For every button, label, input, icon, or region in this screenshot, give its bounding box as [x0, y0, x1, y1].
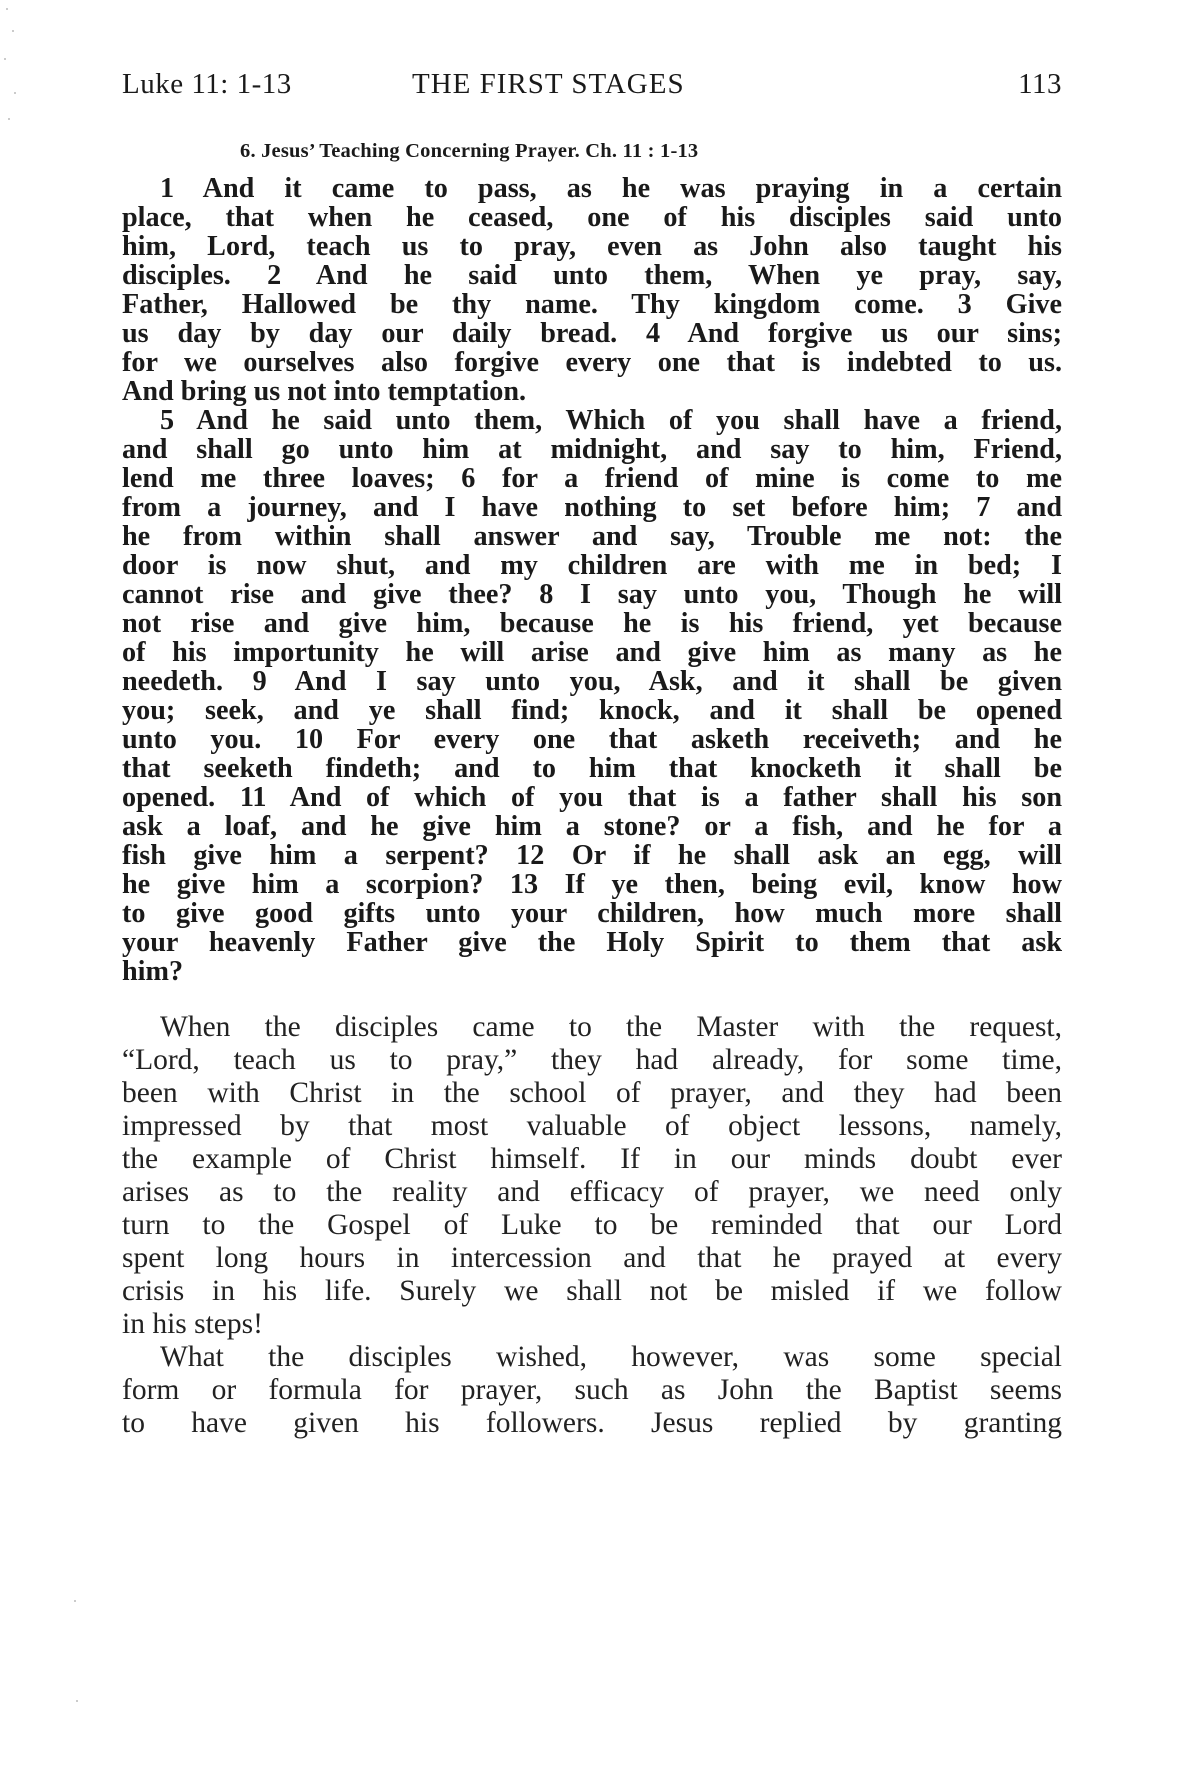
- scripture-line: 5 And he said unto them, Which of you shall have a friend,: [160, 405, 1062, 436]
- speck: [4, 58, 6, 60]
- running-head-title: THE FIRST STAGES: [412, 68, 685, 100]
- scripture-line: door is now shut, and my children are with me in bed; I: [122, 550, 1062, 581]
- scripture-line: of his importunity he will arise and give him as many as he: [122, 637, 1062, 668]
- margin-specks: [0, 0, 30, 1778]
- scripture-line: him?: [122, 956, 184, 987]
- scripture-line: for we ourselves also forgive every one that is indebted to us.: [122, 347, 1062, 378]
- scripture-line: him, Lord, teach us to pray, even as John also taught his: [122, 231, 1062, 262]
- scripture-line: from a journey, and I have nothing to set before him; 7 and: [122, 492, 1062, 523]
- scripture-line: unto you. 10 For every one that asketh receiveth; and he: [122, 724, 1062, 755]
- scripture-line: you; seek, and ye shall find; knock, and it shall be opened: [122, 695, 1062, 726]
- scripture-line: Father, Hallowed be thy name. Thy kingdom come. 3 Give: [122, 289, 1062, 320]
- section-heading: 6. Jesus’ Teaching Concerning Prayer. Ch. 11 : 1-13: [240, 140, 699, 162]
- commentary-line: arises as to the reality and efficacy of prayer, we need only: [122, 1176, 1062, 1208]
- running-head: [122, 68, 1062, 108]
- scripture-line: to give good gifts unto your children, how much more shall: [122, 898, 1062, 929]
- scripture-line: fish give him a serpent? 12 Or if he shall ask an egg, will: [122, 840, 1062, 871]
- commentary-line: turn to the Gospel of Luke to be reminded that our Lord: [122, 1209, 1062, 1241]
- commentary-line: the example of Christ himself. If in our minds doubt ever: [122, 1143, 1062, 1175]
- commentary-line: spent long hours in intercession and that he prayed at every: [122, 1242, 1062, 1274]
- scripture-line: cannot rise and give thee? 8 I say unto you, Though he will: [122, 579, 1062, 610]
- speck: [14, 92, 16, 94]
- speck: [6, 8, 8, 10]
- scripture-line: that seeketh findeth; and to him that knocketh it shall be: [122, 753, 1062, 784]
- commentary-line: crisis in his life. Surely we shall not be misled if we follow: [122, 1275, 1062, 1307]
- scripture-line: 1 And it came to pass, as he was praying in a certain: [160, 173, 1062, 204]
- scripture-line: he give him a scorpion? 13 If ye then, being evil, know how: [122, 869, 1062, 900]
- commentary-line: in his steps!: [122, 1308, 263, 1340]
- scripture-line: needeth. 9 And I say unto you, Ask, and it shall be given: [122, 666, 1062, 697]
- commentary-line: “Lord, teach us to pray,” they had already, for some time,: [122, 1044, 1062, 1076]
- commentary-line: to have given his followers. Jesus replied by granting: [122, 1407, 1062, 1439]
- scripture-line: us day by day our daily bread. 4 And forgive us our sins;: [122, 318, 1062, 349]
- scripture-line: and shall go unto him at midnight, and say to him, Friend,: [122, 434, 1062, 465]
- commentary-line: When the disciples came to the Master with the request,: [160, 1011, 1062, 1043]
- commentary-line: What the disciples wished, however, was some special: [160, 1341, 1062, 1373]
- running-head-reference: Luke 11: 1-13: [122, 68, 292, 100]
- scripture-line: your heavenly Father give the Holy Spirit to them that ask: [122, 927, 1062, 958]
- page-number: 113: [1018, 68, 1062, 100]
- commentary-line: impressed by that most valuable of object lessons, namely,: [122, 1110, 1062, 1142]
- scripture-line: he from within shall answer and say, Trouble me not: the: [122, 521, 1062, 552]
- speck: [74, 1600, 76, 1602]
- scripture-line: And bring us not into temptation.: [122, 376, 527, 407]
- speck: [8, 118, 10, 120]
- scripture-line: disciples. 2 And he said unto them, When ye pray, say,: [122, 260, 1062, 291]
- speck: [76, 1700, 78, 1702]
- scripture-line: not rise and give him, because he is his friend, yet because: [122, 608, 1062, 639]
- scripture-line: ask a loaf, and he give him a stone? or a fish, and he for a: [122, 811, 1062, 842]
- commentary-line: been with Christ in the school of prayer, and they had been: [122, 1077, 1062, 1109]
- speck: [12, 30, 14, 32]
- scripture-line: opened. 11 And of which of you that is a father shall his son: [122, 782, 1062, 813]
- scripture-line: place, that when he ceased, one of his disciples said unto: [122, 202, 1062, 233]
- commentary-line: form or formula for prayer, such as John the Baptist seems: [122, 1374, 1062, 1406]
- scripture-line: lend me three loaves; 6 for a friend of mine is come to me: [122, 463, 1062, 494]
